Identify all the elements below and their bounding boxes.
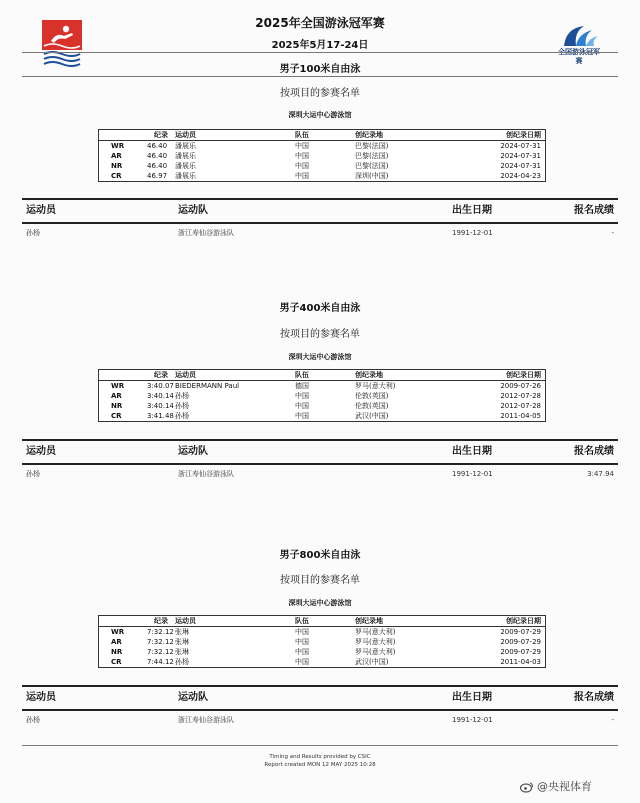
record-team: 中国 [295,142,309,150]
event-title: 男子400米自由泳 [279,303,361,314]
event-title: 男子100米自由泳 [279,64,361,75]
entries-header [22,439,618,465]
records-col-header: 创纪录日期 [506,131,541,139]
record-row [99,381,545,391]
records-col-header: 创纪录地 [355,131,383,139]
record-team: 中国 [295,638,309,646]
entries-col-header: 运动员 [26,692,56,703]
record-code: NR [111,402,123,410]
record-location: 罗马(意大利) [355,648,396,656]
record-row [99,171,545,181]
record-code: AR [111,152,122,160]
record-holder: 潘展乐 [175,162,196,170]
record-team: 德国 [295,382,309,390]
record-holder: 孙杨 [175,402,189,410]
record-location: 深圳(中国) [355,172,389,180]
record-row [99,647,545,657]
record-row [99,657,545,667]
entries-col-header: 报名成绩 [574,205,614,216]
record-code: CR [111,172,122,180]
record-date: 2024-07-31 [500,142,541,150]
record-team: 中国 [295,152,309,160]
right-logo-text: 全国游泳冠军赛 [558,48,600,65]
record-row [99,161,545,171]
entries-col-header: 运动队 [178,692,208,703]
record-code: NR [111,648,123,656]
entry-row [22,226,618,240]
entry-time: - [611,716,614,724]
record-time: 3:40.14 [147,402,174,410]
record-row [99,151,545,161]
record-row [99,637,545,647]
entry-time: - [611,229,614,237]
record-team: 中国 [295,412,309,420]
record-date: 2024-07-31 [500,162,541,170]
weibo-icon [520,781,534,793]
record-date: 2009-07-26 [500,382,541,390]
record-code: AR [111,392,122,400]
record-holder: 潘展乐 [175,152,196,160]
record-time: 46.40 [147,162,168,170]
record-time: 7:44.12 [147,658,174,666]
entries-col-header: 运动队 [178,446,208,457]
wave-logo-icon [556,22,602,48]
record-location: 武汉(中国) [355,658,389,666]
record-date: 2009-07-29 [500,628,541,636]
record-holder: 孙杨 [175,392,189,400]
record-code: CR [111,658,122,666]
entry-athlete: 孙杨 [26,229,40,237]
record-location: 罗马(意大利) [355,638,396,646]
records-col-header: 队伍 [295,371,309,379]
record-code: AR [111,638,122,646]
entry-time: 3:47.94 [587,470,614,478]
record-row [99,411,545,421]
entry-athlete: 孙杨 [26,716,40,724]
record-holder: 孙杨 [175,658,189,666]
record-code: WR [111,382,125,390]
watermark [520,778,592,794]
record-date: 2009-07-29 [500,648,541,656]
footer-divider [22,745,618,746]
records-col-header: 创纪录地 [355,371,383,379]
records-col-header: 运动员 [175,371,196,379]
event-dates: 2025年5月17-24日 [271,40,369,51]
entry-team: 浙江寿仙谷游泳队 [178,470,234,478]
record-date: 2024-04-23 [500,172,541,180]
record-row [99,391,545,401]
entry-row [22,713,618,727]
footer-report-created: Report created MON 12 MAY 2025 10:28 [264,762,376,768]
record-holder: 孙杨 [175,412,189,420]
event-divider [22,76,618,77]
record-team: 中国 [295,648,309,656]
record-holder: 潘展乐 [175,172,196,180]
entry-dob: 1991-12-01 [452,470,493,478]
entries-col-header: 运动队 [178,205,208,216]
records-col-header: 纪录 [154,617,168,625]
records-header-row [99,370,545,381]
event-venue: 深圳大运中心游泳馆 [288,111,352,119]
entry-team: 浙江寿仙谷游泳队 [178,229,234,237]
record-location: 罗马(意大利) [355,382,396,390]
records-col-header: 队伍 [295,617,309,625]
event-subtitle: 按项目的参赛名单 [280,329,360,340]
event-title: 男子800米自由泳 [279,550,361,561]
records-col-header: 创纪录日期 [506,617,541,625]
record-holder: 张琳 [175,648,189,656]
entries-col-header: 出生日期 [452,692,492,703]
record-location: 武汉(中国) [355,412,389,420]
entries-col-header: 出生日期 [452,205,492,216]
record-code: WR [111,142,125,150]
record-team: 中国 [295,658,309,666]
record-holder: 张琳 [175,638,189,646]
record-date: 2009-07-29 [500,638,541,646]
record-location: 伦敦(英国) [355,392,389,400]
footer-timing-credit: Timing and Results provided by CSIC [269,754,371,760]
event-subtitle: 按项目的参赛名单 [280,88,360,99]
event-venue: 深圳大运中心游泳馆 [288,353,352,361]
entries-col-header: 运动员 [26,205,56,216]
record-date: 2012-07-28 [500,402,541,410]
record-row [99,141,545,151]
record-row [99,627,545,637]
entries-col-header: 报名成绩 [574,692,614,703]
entry-dob: 1991-12-01 [452,229,493,237]
record-team: 中国 [295,162,309,170]
record-location: 巴黎(法国) [355,152,389,160]
event-venue: 深圳大运中心游泳馆 [288,599,352,607]
page-title: 2025年全国游泳冠军赛 [255,16,385,30]
records-header-row [99,616,545,627]
records-col-header: 创纪录地 [355,617,383,625]
record-location: 罗马(意大利) [355,628,396,636]
record-team: 中国 [295,402,309,410]
record-date: 2011-04-05 [500,412,541,420]
entry-athlete: 孙杨 [26,470,40,478]
event-subtitle: 按项目的参赛名单 [280,575,360,586]
records-col-header: 纪录 [154,371,168,379]
record-time: 46.40 [147,142,168,150]
records-table [98,369,546,422]
record-team: 中国 [295,172,309,180]
record-time: 7:32.12 [147,648,174,656]
records-col-header: 运动员 [175,617,196,625]
record-holder: 潘展乐 [175,142,196,150]
record-time: 3:40.07 [147,382,174,390]
entries-col-header: 运动员 [26,446,56,457]
records-header-row [99,130,545,141]
record-team: 中国 [295,628,309,636]
record-holder: BIEDERMANN Paul [175,382,240,390]
record-team: 中国 [295,392,309,400]
record-time: 7:32.12 [147,638,174,646]
record-holder: 张琳 [175,628,189,636]
records-col-header: 创纪录日期 [506,371,541,379]
record-code: NR [111,162,123,170]
record-location: 伦敦(英国) [355,402,389,410]
record-time: 3:40.14 [147,392,174,400]
entries-col-header: 报名成绩 [574,446,614,457]
entry-row [22,467,618,481]
entries-header [22,685,618,711]
record-date: 2024-07-31 [500,152,541,160]
record-date: 2011-04-03 [500,658,541,666]
record-time: 46.97 [147,172,168,180]
watermark-text: @央视体育 [537,780,592,793]
record-code: CR [111,412,122,420]
record-location: 巴黎(法国) [355,142,389,150]
entries-header [22,198,618,224]
entry-team: 浙江寿仙谷游泳队 [178,716,234,724]
header-divider [22,52,618,53]
record-row [99,401,545,411]
records-table [98,615,546,668]
record-time: 7:32.12 [147,628,174,636]
records-table [98,129,546,182]
entry-dob: 1991-12-01 [452,716,493,724]
record-time: 3:41.48 [147,412,174,420]
record-date: 2012-07-28 [500,392,541,400]
record-location: 巴黎(法国) [355,162,389,170]
entries-col-header: 出生日期 [452,446,492,457]
record-code: WR [111,628,125,636]
record-time: 46.40 [147,152,168,160]
records-col-header: 队伍 [295,131,309,139]
records-col-header: 运动员 [175,131,196,139]
records-col-header: 纪录 [154,131,168,139]
